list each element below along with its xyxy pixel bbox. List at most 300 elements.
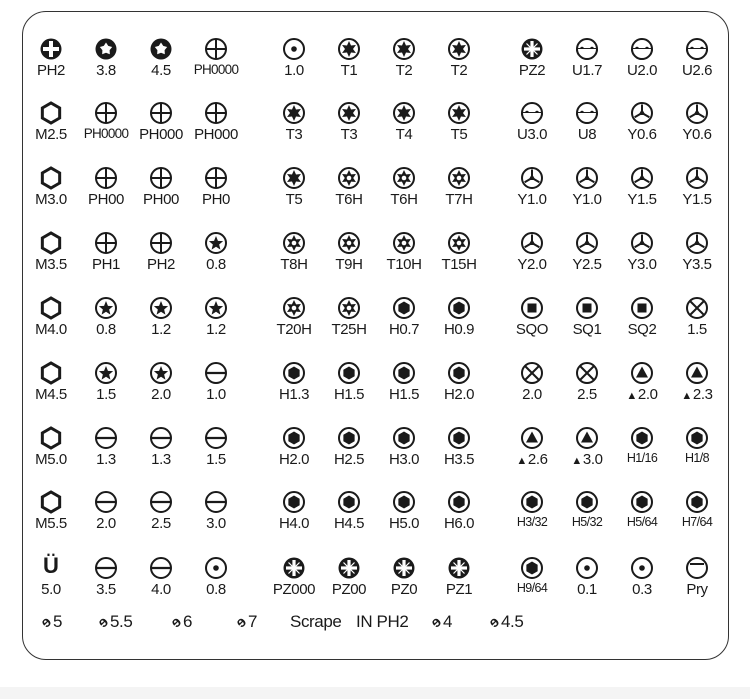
hex-icon [392, 296, 416, 320]
bit-cell [556, 101, 618, 159]
bit-label [501, 256, 563, 273]
bit-label [75, 256, 137, 273]
bottom-item-label: 5 [52, 612, 63, 631]
bit-cell [263, 426, 325, 484]
bit-label-text: U1.7 [571, 62, 603, 79]
bit-label [75, 386, 137, 403]
pz-icon [337, 556, 361, 580]
bit-cell [666, 556, 728, 614]
bit-label-text: H7/64 [681, 515, 713, 529]
tri-wing-icon [575, 166, 599, 190]
bit-label-text: PZ2 [518, 62, 546, 79]
torx-hole-icon [447, 166, 471, 190]
bit-label [20, 386, 82, 403]
bit-cell [263, 231, 325, 289]
torx-icon [447, 101, 471, 125]
bit-label-text: H1.3 [278, 386, 310, 403]
tri-wing-icon [575, 231, 599, 255]
bit-label-text: PZ00 [331, 581, 367, 598]
bit-label-text: M4.5 [35, 386, 67, 403]
bit-label [185, 256, 247, 273]
bit-label-text: 4.5 [151, 62, 171, 79]
bit-label-text: U2.6 [681, 62, 713, 79]
bit-cell [373, 296, 435, 354]
bit-cell [556, 166, 618, 224]
bit-cell [373, 556, 435, 614]
cross-thin-icon [204, 166, 228, 190]
bit-label-text: H0.9 [443, 321, 475, 338]
hex-icon [392, 361, 416, 385]
bit-label-text: T8H [280, 256, 308, 273]
bit-label-text: PZ000 [272, 581, 316, 598]
bit-label [428, 581, 490, 598]
torx-hole-icon [337, 166, 361, 190]
bit-cell [666, 296, 728, 354]
bit-label-text: T3 [285, 126, 303, 143]
bit-label [611, 62, 673, 79]
bit-label-text: H2.5 [333, 451, 365, 468]
torx-hole-icon [447, 231, 471, 255]
bit-label [185, 62, 247, 77]
bit-cell [20, 231, 82, 289]
bit-cell [373, 37, 435, 95]
bit-cell [428, 231, 490, 289]
bottom-item [356, 612, 408, 632]
bit-label-text: H2.0 [443, 386, 475, 403]
bit-label [428, 386, 490, 403]
tri-wing-icon [630, 166, 654, 190]
tri-wing-icon [630, 231, 654, 255]
bit-label [130, 515, 192, 532]
bit-label [20, 515, 82, 532]
bit-label [501, 515, 563, 529]
triangle-icon [520, 426, 544, 450]
bit-label [318, 256, 380, 273]
dot-icon [575, 556, 599, 580]
bit-label-text: 3.0 [582, 451, 603, 468]
bit-cell [20, 37, 82, 95]
bit-label-text: M3.5 [35, 256, 67, 273]
bit-label-text: Y1.5 [682, 191, 712, 208]
bit-label [263, 321, 325, 338]
bit-label [611, 515, 673, 529]
bit-cell [666, 426, 728, 484]
bit-label [130, 62, 192, 79]
bit-label [611, 321, 673, 338]
bit-cell [263, 37, 325, 95]
bit-label-text: H1/16 [626, 451, 658, 465]
bit-label-text: 2.5 [151, 515, 171, 532]
bit-label [501, 451, 563, 468]
bit-cell [130, 296, 192, 354]
cross-thin-icon [94, 101, 118, 125]
star5-icon [204, 231, 228, 255]
bit-label [75, 191, 137, 208]
bit-cell [611, 37, 673, 95]
bit-label-text: PH1 [92, 256, 120, 273]
bit-label [20, 451, 82, 468]
hex-outline-icon [39, 296, 63, 320]
bit-cell [20, 490, 82, 548]
bit-label-text: 0.8 [96, 321, 116, 338]
bit-cell [501, 166, 563, 224]
bit-cell [75, 556, 137, 614]
bit-label [556, 581, 618, 598]
spanner-icon [575, 37, 599, 61]
hex-icon [282, 490, 306, 514]
bit-cell [130, 426, 192, 484]
bit-cell [373, 490, 435, 548]
bit-label [263, 515, 325, 532]
bit-label [373, 62, 435, 79]
bit-cell [185, 37, 247, 95]
bit-label [20, 581, 82, 598]
bit-cell [318, 556, 380, 614]
bit-label [263, 451, 325, 468]
triangle-icon [685, 361, 709, 385]
bit-label [318, 581, 380, 598]
hex-outline-icon [39, 361, 63, 385]
bit-label-text: T5 [285, 191, 303, 208]
bit-label-text: T4 [395, 126, 413, 143]
bit-label-text: Y1.5 [627, 191, 657, 208]
bit-label-text: 1.5 [96, 386, 116, 403]
hex-icon [447, 361, 471, 385]
bit-cell [428, 101, 490, 159]
torx-icon [447, 37, 471, 61]
bit-label [428, 256, 490, 273]
tri-wing-icon [630, 101, 654, 125]
bit-label-text: 1.0 [206, 386, 226, 403]
bit-cell [428, 426, 490, 484]
torx-icon [337, 37, 361, 61]
tri-wing-icon [520, 166, 544, 190]
bit-label [130, 321, 192, 338]
bit-cell [20, 553, 82, 614]
bit-cell [130, 231, 192, 289]
bit-cell [373, 166, 435, 224]
bit-cell [263, 101, 325, 159]
bit-cell [556, 231, 618, 289]
bit-cell [20, 101, 82, 159]
hex-icon [575, 490, 599, 514]
bit-label [666, 321, 728, 338]
bit-label [130, 191, 192, 208]
bit-label-text: PZ1 [445, 581, 473, 598]
wrench-icon: ɘ [37, 613, 55, 632]
bit-label [666, 191, 728, 208]
bit-label [318, 386, 380, 403]
bit-label [611, 256, 673, 273]
bit-label-text: 4.0 [151, 581, 171, 598]
hex-icon [337, 426, 361, 450]
bit-label-text: H6.0 [443, 515, 475, 532]
hex-icon [392, 426, 416, 450]
flower-icon [149, 37, 173, 61]
star5-icon [149, 296, 173, 320]
slot-icon [94, 426, 118, 450]
pry-icon [685, 556, 709, 580]
bit-cell [611, 426, 673, 484]
torx-hole-icon [282, 296, 306, 320]
bit-cell [373, 426, 435, 484]
bit-label-text: 2.0 [637, 386, 658, 403]
bit-label [75, 62, 137, 79]
triangle-icon [630, 361, 654, 385]
cross-thin-icon [149, 166, 173, 190]
bit-cell [130, 490, 192, 548]
bit-label [556, 62, 618, 79]
bit-label [75, 126, 137, 141]
slot-icon [149, 490, 173, 514]
bit-label [20, 256, 82, 273]
bottom-item [167, 612, 193, 632]
wrench-icon: ɘ [94, 613, 112, 632]
bit-label [666, 386, 728, 403]
bit-label-text: PH00 [143, 191, 179, 208]
hex-icon [630, 490, 654, 514]
bit-label-text: M4.0 [35, 321, 67, 338]
bit-label [373, 191, 435, 208]
bit-label [501, 191, 563, 208]
bit-label-text: 2.0 [151, 386, 171, 403]
bottom-item-label: 4 [442, 612, 453, 631]
slot-icon [149, 426, 173, 450]
bit-cell [318, 37, 380, 95]
torx-hole-icon [392, 231, 416, 255]
torx-icon [282, 101, 306, 125]
bit-label [185, 386, 247, 403]
bit-label [318, 126, 380, 143]
bottom-item-label: IN PH2 [356, 612, 409, 631]
bit-label [373, 515, 435, 532]
bit-label [185, 191, 247, 208]
bit-cell [185, 556, 247, 614]
bit-label [611, 451, 673, 465]
slot-icon [204, 361, 228, 385]
bit-label [666, 62, 728, 79]
spanner-icon [520, 101, 544, 125]
torx-icon [392, 101, 416, 125]
bit-label [373, 581, 435, 598]
bit-cell [428, 296, 490, 354]
bit-label-text: 1.0 [284, 62, 304, 79]
bit-label-text: Y2.0 [517, 256, 547, 273]
bit-cell [611, 166, 673, 224]
hex-icon [282, 361, 306, 385]
bit-cell [318, 101, 380, 159]
bit-cell [666, 37, 728, 95]
bit-cell [611, 101, 673, 159]
spanner-icon [685, 37, 709, 61]
bit-label-text: PH0000 [193, 62, 239, 77]
bit-label [501, 581, 563, 595]
bit-cell [501, 426, 563, 484]
bit-cell [501, 296, 563, 354]
bit-label-text: PH000 [194, 126, 238, 143]
hex-outline-icon [39, 426, 63, 450]
bit-cell [428, 490, 490, 548]
bit-label [556, 126, 618, 143]
bit-label-text: 3.8 [96, 62, 116, 79]
bit-cell [75, 37, 137, 95]
bit-label-text: PH2 [147, 256, 175, 273]
bit-cell [611, 490, 673, 548]
bottom-item-label: Scrape [290, 612, 342, 631]
bit-label [666, 581, 728, 598]
bottom-item-label: 7 [247, 612, 258, 631]
bit-cell [318, 231, 380, 289]
bit-label [263, 581, 325, 598]
torx-icon [282, 166, 306, 190]
triangle-prefix-icon: ▲ [516, 455, 527, 467]
bit-label-text: M2.5 [35, 126, 67, 143]
bit-label-text: H0.7 [388, 321, 420, 338]
bit-label-text: H5.0 [388, 515, 420, 532]
bit-cell [428, 166, 490, 224]
bit-cell [20, 166, 82, 224]
cross-circle-icon [39, 37, 63, 61]
bit-cell [556, 37, 618, 95]
bit-cell [75, 490, 137, 548]
star5-icon [94, 296, 118, 320]
hex-icon [447, 490, 471, 514]
bit-label-text: SQ2 [627, 321, 657, 338]
square-icon [575, 296, 599, 320]
bit-cell [185, 296, 247, 354]
hex-icon [337, 490, 361, 514]
bit-label-text: T1 [340, 62, 358, 79]
hex-icon [392, 490, 416, 514]
bit-label-text: H1/8 [684, 451, 709, 465]
bit-cell [185, 426, 247, 484]
triangle-prefix-icon: ▲ [681, 390, 692, 402]
cross-thin-icon [94, 231, 118, 255]
star5-icon [149, 361, 173, 385]
bit-label-text: 1.5 [206, 451, 226, 468]
bit-label [185, 581, 247, 598]
bit-label-text: M5.0 [35, 451, 67, 468]
bit-label-text: 3.0 [206, 515, 226, 532]
slot-icon [94, 490, 118, 514]
hex-icon [630, 426, 654, 450]
bit-label [556, 256, 618, 273]
bit-label [130, 451, 192, 468]
bit-label-text: PH2 [37, 62, 65, 79]
bit-label-text: M3.0 [35, 191, 67, 208]
bit-label [611, 191, 673, 208]
bit-cell [428, 37, 490, 95]
bit-cell [263, 361, 325, 419]
bit-label-text: H9/64 [516, 581, 548, 595]
bit-cell [501, 490, 563, 548]
bit-label-text: 2.5 [577, 386, 597, 403]
slot-icon [204, 426, 228, 450]
bit-label-text: H1.5 [388, 386, 420, 403]
bit-label [373, 386, 435, 403]
bit-cell [666, 101, 728, 159]
bit-cell [373, 101, 435, 159]
bit-label-text: 1.5 [687, 321, 707, 338]
bit-cell [20, 361, 82, 419]
tri-wing-icon [685, 231, 709, 255]
bit-label-text: Y1.0 [572, 191, 602, 208]
bit-label [263, 386, 325, 403]
bit-cell [666, 231, 728, 289]
bit-label [75, 515, 137, 532]
bottom-item-label: 5.5 [109, 612, 133, 631]
bit-label-text: 2.6 [527, 451, 548, 468]
bit-label [501, 386, 563, 403]
bit-label-text: U2.0 [626, 62, 658, 79]
pz-icon [520, 37, 544, 61]
wrench-icon: ɘ [232, 613, 250, 632]
triangle-prefix-icon: ▲ [571, 455, 582, 467]
hex-icon [685, 490, 709, 514]
wrench-icon: ɘ [167, 613, 185, 632]
bit-label-text: 0.1 [577, 581, 597, 598]
bit-cell [556, 556, 618, 614]
bit-label [20, 62, 82, 79]
bit-cell [428, 361, 490, 419]
wrench-icon: ɘ [427, 613, 445, 632]
bit-label [666, 451, 728, 465]
bit-cell [501, 37, 563, 95]
bit-cell [130, 556, 192, 614]
bit-label [556, 386, 618, 403]
bit-label-text: Pry [686, 581, 708, 598]
wrench-icon: ɘ [485, 613, 503, 632]
bit-label [556, 191, 618, 208]
torx-icon [337, 101, 361, 125]
bit-label [318, 321, 380, 338]
bit-cell [611, 361, 673, 419]
bit-label [373, 256, 435, 273]
hex-icon [447, 426, 471, 450]
bit-label-text: H3/32 [516, 515, 548, 529]
bit-label [666, 126, 728, 143]
bit-label-text: T6H [335, 191, 363, 208]
bit-cell [611, 231, 673, 289]
bit-cell [75, 361, 137, 419]
bit-label-text: T25H [331, 321, 367, 338]
bit-label [373, 321, 435, 338]
bit-label [428, 191, 490, 208]
bit-label-text: H5/32 [571, 515, 603, 529]
bit-label-text: SQO [515, 321, 549, 338]
bit-label [501, 62, 563, 79]
bit-label-text: 1.2 [206, 321, 226, 338]
bit-cell [556, 296, 618, 354]
bit-label-text: 2.3 [692, 386, 713, 403]
star5-icon [94, 361, 118, 385]
spanner-icon [630, 37, 654, 61]
bit-cell [318, 166, 380, 224]
bit-label [20, 126, 82, 143]
bit-cell [75, 166, 137, 224]
bit-label-text: 1.3 [151, 451, 171, 468]
bit-label-text: Y0.6 [627, 126, 657, 143]
torx-icon [392, 37, 416, 61]
bit-cell [501, 361, 563, 419]
bit-cell [185, 490, 247, 548]
bit-label [75, 321, 137, 338]
bit-label [130, 126, 192, 143]
hex-outline-icon [39, 166, 63, 190]
bit-label [318, 515, 380, 532]
square-icon [630, 296, 654, 320]
bit-label-text: T15H [441, 256, 477, 273]
